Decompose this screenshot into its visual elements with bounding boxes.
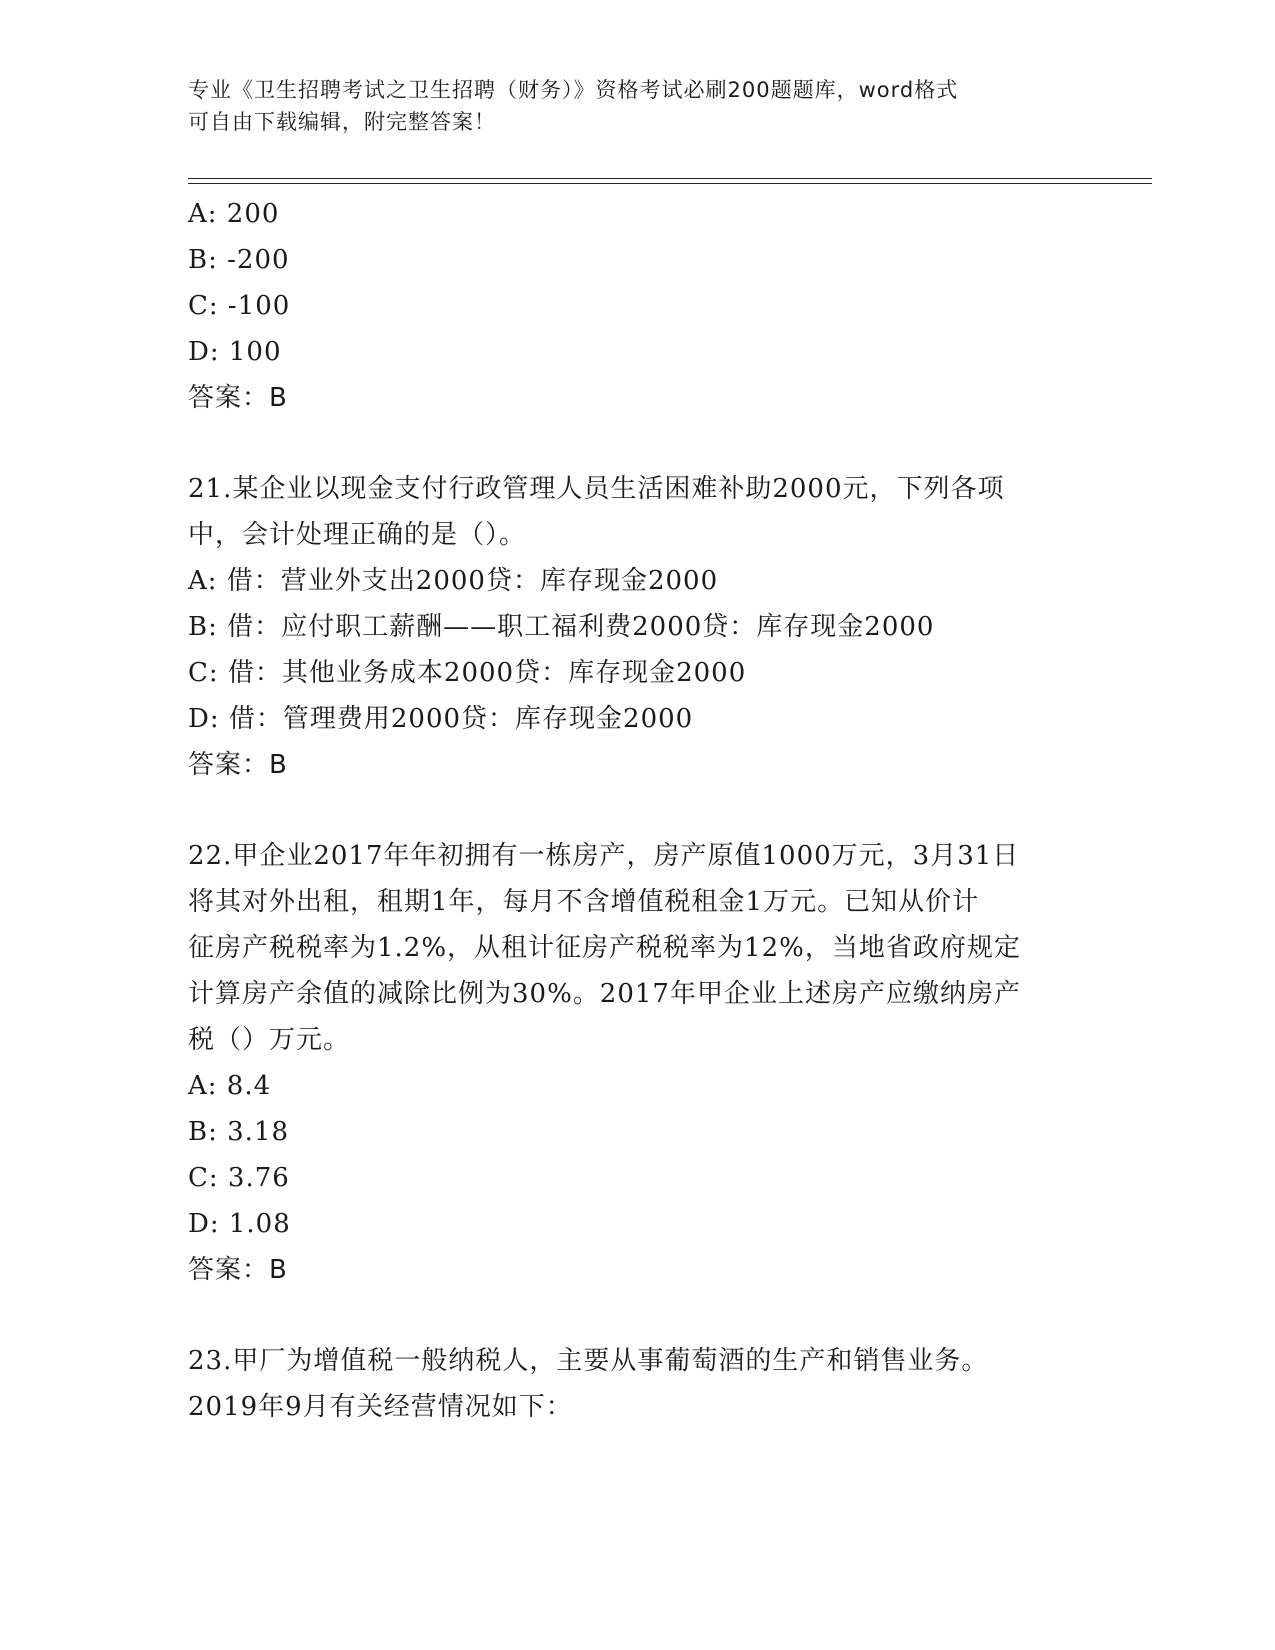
- question-stem-line: 征房产税税率为1.2%，从租计征房产税税率为12%，当地省政府规定: [188, 933, 1021, 963]
- option-c: C: -100: [188, 291, 291, 321]
- document-body: [188, 191, 1078, 1430]
- option-d: D: 借：管理费用2000贷：库存现金2000: [188, 704, 694, 734]
- question-stem-line: 中，会计处理正确的是（）。: [188, 520, 527, 550]
- question-stem-line: 21.某企业以现金支付行政管理人员生活困难补助2000元，下列各项: [188, 474, 1005, 504]
- document-header: [188, 74, 1068, 138]
- option-c: C: 借：其他业务成本2000贷：库存现金2000: [188, 658, 747, 688]
- answer-label: 答案：B: [188, 750, 288, 780]
- option-c: C: 3.76: [188, 1163, 290, 1193]
- option-b: B: -200: [188, 245, 290, 275]
- header-divider-bottom: [188, 183, 1152, 184]
- option-a: A: 200: [188, 199, 280, 229]
- question-21: [188, 466, 1078, 788]
- option-d: D: 1.08: [188, 1209, 291, 1239]
- option-a: A: 借：营业外支出2000贷：库存现金2000: [188, 566, 719, 596]
- answer-label: 答案：B: [188, 383, 288, 413]
- question-23: [188, 1338, 1078, 1430]
- option-d: D: 100: [188, 337, 282, 367]
- question-stem-line: 22.甲企业2017年年初拥有一栋房产，房产原值1000万元，3月31日: [188, 841, 1020, 871]
- option-a: A: 8.4: [188, 1071, 272, 1101]
- question-stem-line: 23.甲厂为增值税一般纳税人，主要从事葡萄酒的生产和销售业务。: [188, 1346, 989, 1376]
- question-stem-line: 2019年9月有关经营情况如下：: [188, 1392, 573, 1422]
- header-title-line-1: 专业《卫生招聘考试之卫生招聘（财务）》资格考试必刷200题题库，word格式: [188, 78, 959, 102]
- question-stem-line: 计算房产余值的减除比例为30%。2017年甲企业上述房产应缴纳房产: [188, 979, 1021, 1009]
- question-22: [188, 833, 1078, 1293]
- question-stem-line: 将其对外出租，租期1年，每月不含增值税租金1万元。已知从价计: [188, 887, 980, 917]
- answer-label: 答案：B: [188, 1255, 288, 1285]
- option-b: B: 借：应付职工薪酬——职工福利费2000贷：库存现金2000: [188, 612, 935, 642]
- option-b: B: 3.18: [188, 1117, 290, 1147]
- header-divider-top: [188, 178, 1152, 179]
- question-stem-line: 税（）万元。: [188, 1025, 351, 1055]
- header-title-line-2: 可自由下载编辑，附完整答案！: [188, 110, 496, 134]
- question-20: [188, 191, 1078, 421]
